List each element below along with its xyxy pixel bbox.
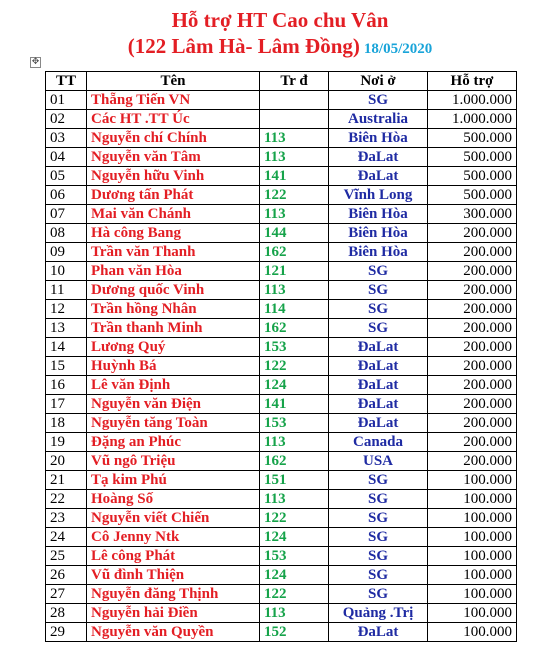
cell-noi-o: Australia [329, 110, 428, 129]
table-row [46, 205, 517, 224]
cell-ten: Lê công Phát [87, 547, 260, 566]
table-row [46, 566, 517, 585]
cell-tt: 12 [46, 300, 87, 319]
cell-tt: 09 [46, 243, 87, 262]
cell-noi-o: ĐaLat [329, 357, 428, 376]
cell-ho-tro: 200.000 [428, 376, 517, 395]
cell-ho-tro: 1.000.000 [428, 91, 517, 110]
cell-tr-d: 153 [260, 338, 329, 357]
table-row [46, 167, 517, 186]
cell-noi-o: ĐaLat [329, 414, 428, 433]
cell-tr-d: 124 [260, 528, 329, 547]
cell-noi-o: SG [329, 300, 428, 319]
cell-ten: Trần văn Thanh [87, 243, 260, 262]
cell-tr-d: 162 [260, 319, 329, 338]
cell-noi-o: SG [329, 281, 428, 300]
cell-ho-tro: 500.000 [428, 167, 517, 186]
cell-tr-d: 113 [260, 129, 329, 148]
cell-tt: 13 [46, 319, 87, 338]
cell-tt: 16 [46, 376, 87, 395]
cell-tt: 06 [46, 186, 87, 205]
cell-noi-o: SG [329, 509, 428, 528]
table-body [46, 91, 517, 642]
cell-tr-d [260, 110, 329, 129]
cell-ten: Vũ ngô Triệu [87, 452, 260, 471]
cell-noi-o: Biên Hòa [329, 205, 428, 224]
cell-noi-o: Biên Hòa [329, 243, 428, 262]
cell-noi-o: SG [329, 319, 428, 338]
cell-ten: Nguyễn văn Quyền [87, 623, 260, 642]
cell-tt: 23 [46, 509, 87, 528]
cell-ten: Hoàng Số [87, 490, 260, 509]
cell-ho-tro: 100.000 [428, 585, 517, 604]
cell-tt: 22 [46, 490, 87, 509]
cell-ho-tro: 100.000 [428, 490, 517, 509]
cell-ten: Phan văn Hòa [87, 262, 260, 281]
cell-ten: Nguyễn chí Chính [87, 129, 260, 148]
table-row [46, 547, 517, 566]
cell-ho-tro: 200.000 [428, 357, 517, 376]
cell-tr-d: 114 [260, 300, 329, 319]
cell-ho-tro: 300.000 [428, 205, 517, 224]
cell-tt: 05 [46, 167, 87, 186]
cell-tr-d: 122 [260, 509, 329, 528]
cell-ten: Hà công Bang [87, 224, 260, 243]
cell-tr-d: 124 [260, 376, 329, 395]
cell-tr-d: 152 [260, 623, 329, 642]
cell-ho-tro: 100.000 [428, 623, 517, 642]
cell-tr-d: 122 [260, 186, 329, 205]
cell-tt: 03 [46, 129, 87, 148]
cell-noi-o: SG [329, 528, 428, 547]
cell-tt: 08 [46, 224, 87, 243]
table-row [46, 433, 517, 452]
cell-noi-o: SG [329, 490, 428, 509]
table-row [46, 319, 517, 338]
location-title: (122 Lâm Hà- Lâm Đồng) [127, 34, 360, 58]
cell-tr-d: 153 [260, 547, 329, 566]
cell-ten: Nguyễn viết Chiến [87, 509, 260, 528]
cell-ho-tro: 200.000 [428, 300, 517, 319]
cell-ho-tro: 100.000 [428, 604, 517, 623]
cell-ho-tro: 100.000 [428, 528, 517, 547]
cell-noi-o: Biên Hòa [329, 129, 428, 148]
cell-ten: Lương Quý [87, 338, 260, 357]
cell-noi-o: ĐaLat [329, 395, 428, 414]
cell-noi-o: SG [329, 566, 428, 585]
cell-ten: Nguyễn tăng Toàn [87, 414, 260, 433]
cell-tr-d: 113 [260, 604, 329, 623]
header-tt: TT [46, 72, 87, 91]
cell-noi-o: ĐaLat [329, 338, 428, 357]
cell-noi-o: Canada [329, 433, 428, 452]
cell-tt: 18 [46, 414, 87, 433]
table-row [46, 585, 517, 604]
cell-ho-tro: 200.000 [428, 395, 517, 414]
cell-ten: Trần hồng Nhân [87, 300, 260, 319]
cell-ho-tro: 100.000 [428, 509, 517, 528]
document-subtitle [0, 34, 560, 61]
cell-ten: Nguyễn hải Điền [87, 604, 260, 623]
cell-ten: Cô Jenny Ntk [87, 528, 260, 547]
table-row [46, 129, 517, 148]
cell-ten: Nguyễn hữu Vinh [87, 167, 260, 186]
cell-tr-d: 141 [260, 395, 329, 414]
cell-tt: 11 [46, 281, 87, 300]
cell-tt: 10 [46, 262, 87, 281]
cell-ten: Dương quốc Vinh [87, 281, 260, 300]
document-date: 18/05/2020 [363, 41, 433, 57]
table-row [46, 414, 517, 433]
cell-tt: 28 [46, 604, 87, 623]
cell-tr-d: 113 [260, 490, 329, 509]
cell-ho-tro: 200.000 [428, 433, 517, 452]
header-ho-tro: Hỗ trợ [428, 72, 517, 91]
document-title: Hỗ trợ HT Cao chu Vân [171, 8, 389, 32]
cell-tr-d: 144 [260, 224, 329, 243]
cell-tt: 19 [46, 433, 87, 452]
header-ten: Tên [87, 72, 260, 91]
cell-ho-tro: 200.000 [428, 262, 517, 281]
table-row [46, 623, 517, 642]
cell-tt: 07 [46, 205, 87, 224]
cell-ho-tro: 500.000 [428, 186, 517, 205]
cell-tr-d: 113 [260, 433, 329, 452]
table-header-row [46, 72, 517, 91]
table-row [46, 148, 517, 167]
cell-noi-o: SG [329, 585, 428, 604]
cell-tt: 25 [46, 547, 87, 566]
cell-tt: 20 [46, 452, 87, 471]
cell-tt: 26 [46, 566, 87, 585]
cell-tr-d: 162 [260, 243, 329, 262]
cell-ho-tro: 200.000 [428, 319, 517, 338]
cell-ho-tro: 200.000 [428, 414, 517, 433]
table-move-handle-icon[interactable]: ✥ [31, 57, 40, 67]
table-row [46, 490, 517, 509]
table-row [46, 91, 517, 110]
cell-tr-d: 113 [260, 205, 329, 224]
table-row [46, 338, 517, 357]
cell-tr-d [260, 91, 329, 110]
cell-tt: 17 [46, 395, 87, 414]
cell-tt: 14 [46, 338, 87, 357]
cell-ho-tro: 200.000 [428, 224, 517, 243]
cell-tr-d: 124 [260, 566, 329, 585]
cell-ho-tro: 100.000 [428, 471, 517, 490]
cell-noi-o: ĐaLat [329, 376, 428, 395]
table-row [46, 452, 517, 471]
cell-ten: Các HT .TT Úc [87, 110, 260, 129]
cell-ten: Trần thanh Minh [87, 319, 260, 338]
cell-ten: Dương tấn Phát [87, 186, 260, 205]
cell-tr-d: 162 [260, 452, 329, 471]
cell-tr-d: 122 [260, 585, 329, 604]
table-row [46, 300, 517, 319]
cell-ho-tro: 100.000 [428, 566, 517, 585]
table-row [46, 186, 517, 205]
cell-ten: Nguyễn văn Tâm [87, 148, 260, 167]
cell-tt: 21 [46, 471, 87, 490]
cell-tr-d: 113 [260, 281, 329, 300]
table-row [46, 357, 517, 376]
table-row [46, 262, 517, 281]
cell-tr-d: 151 [260, 471, 329, 490]
cell-tr-d: 113 [260, 148, 329, 167]
cell-ho-tro: 500.000 [428, 148, 517, 167]
cell-tt: 01 [46, 91, 87, 110]
support-table [45, 71, 517, 642]
table-row [46, 604, 517, 623]
table-row [46, 224, 517, 243]
cell-tt: 27 [46, 585, 87, 604]
cell-noi-o: SG [329, 471, 428, 490]
cell-tr-d: 121 [260, 262, 329, 281]
cell-ten: Lê văn Định [87, 376, 260, 395]
cell-ten: Vũ đình Thiện [87, 566, 260, 585]
cell-tr-d: 153 [260, 414, 329, 433]
cell-tt: 24 [46, 528, 87, 547]
cell-noi-o: ĐaLat [329, 167, 428, 186]
cell-ho-tro: 200.000 [428, 338, 517, 357]
cell-ho-tro: 200.000 [428, 281, 517, 300]
header-tr-d: Tr đ [260, 72, 329, 91]
cell-ten: Thẵng Tiến VN [87, 91, 260, 110]
table-row [46, 528, 517, 547]
table-row [46, 471, 517, 490]
cell-ten: Nguyễn đăng Thịnh [87, 585, 260, 604]
table-row [46, 509, 517, 528]
cell-noi-o: Quảng .Trị [329, 604, 428, 623]
cell-tr-d: 141 [260, 167, 329, 186]
cell-ho-tro: 100.000 [428, 547, 517, 566]
table-row [46, 395, 517, 414]
cell-tt: 15 [46, 357, 87, 376]
table-row [46, 110, 517, 129]
cell-ten: Đặng an Phúc [87, 433, 260, 452]
cell-tt: 29 [46, 623, 87, 642]
cell-ten: Huỳnh Bá [87, 357, 260, 376]
table-row [46, 243, 517, 262]
cell-tt: 04 [46, 148, 87, 167]
cell-ho-tro: 1.000.000 [428, 110, 517, 129]
cell-tt: 02 [46, 110, 87, 129]
cell-tr-d: 122 [260, 357, 329, 376]
cell-noi-o: SG [329, 547, 428, 566]
cell-noi-o: Biên Hòa [329, 224, 428, 243]
cell-ho-tro: 200.000 [428, 243, 517, 262]
cell-ten: Nguyễn văn Điện [87, 395, 260, 414]
header-noi-o: Nơi ở [329, 72, 428, 91]
cell-noi-o: ĐaLat [329, 623, 428, 642]
table-row [46, 281, 517, 300]
cell-ten: Mai văn Chánh [87, 205, 260, 224]
cell-ho-tro: 500.000 [428, 129, 517, 148]
cell-noi-o: Vĩnh Long [329, 186, 428, 205]
table-row [46, 376, 517, 395]
cell-noi-o: SG [329, 91, 428, 110]
cell-ten: Tạ kim Phú [87, 471, 260, 490]
cell-noi-o: SG [329, 262, 428, 281]
cell-ho-tro: 200.000 [428, 452, 517, 471]
cell-noi-o: ĐaLat [329, 148, 428, 167]
cell-noi-o: USA [329, 452, 428, 471]
